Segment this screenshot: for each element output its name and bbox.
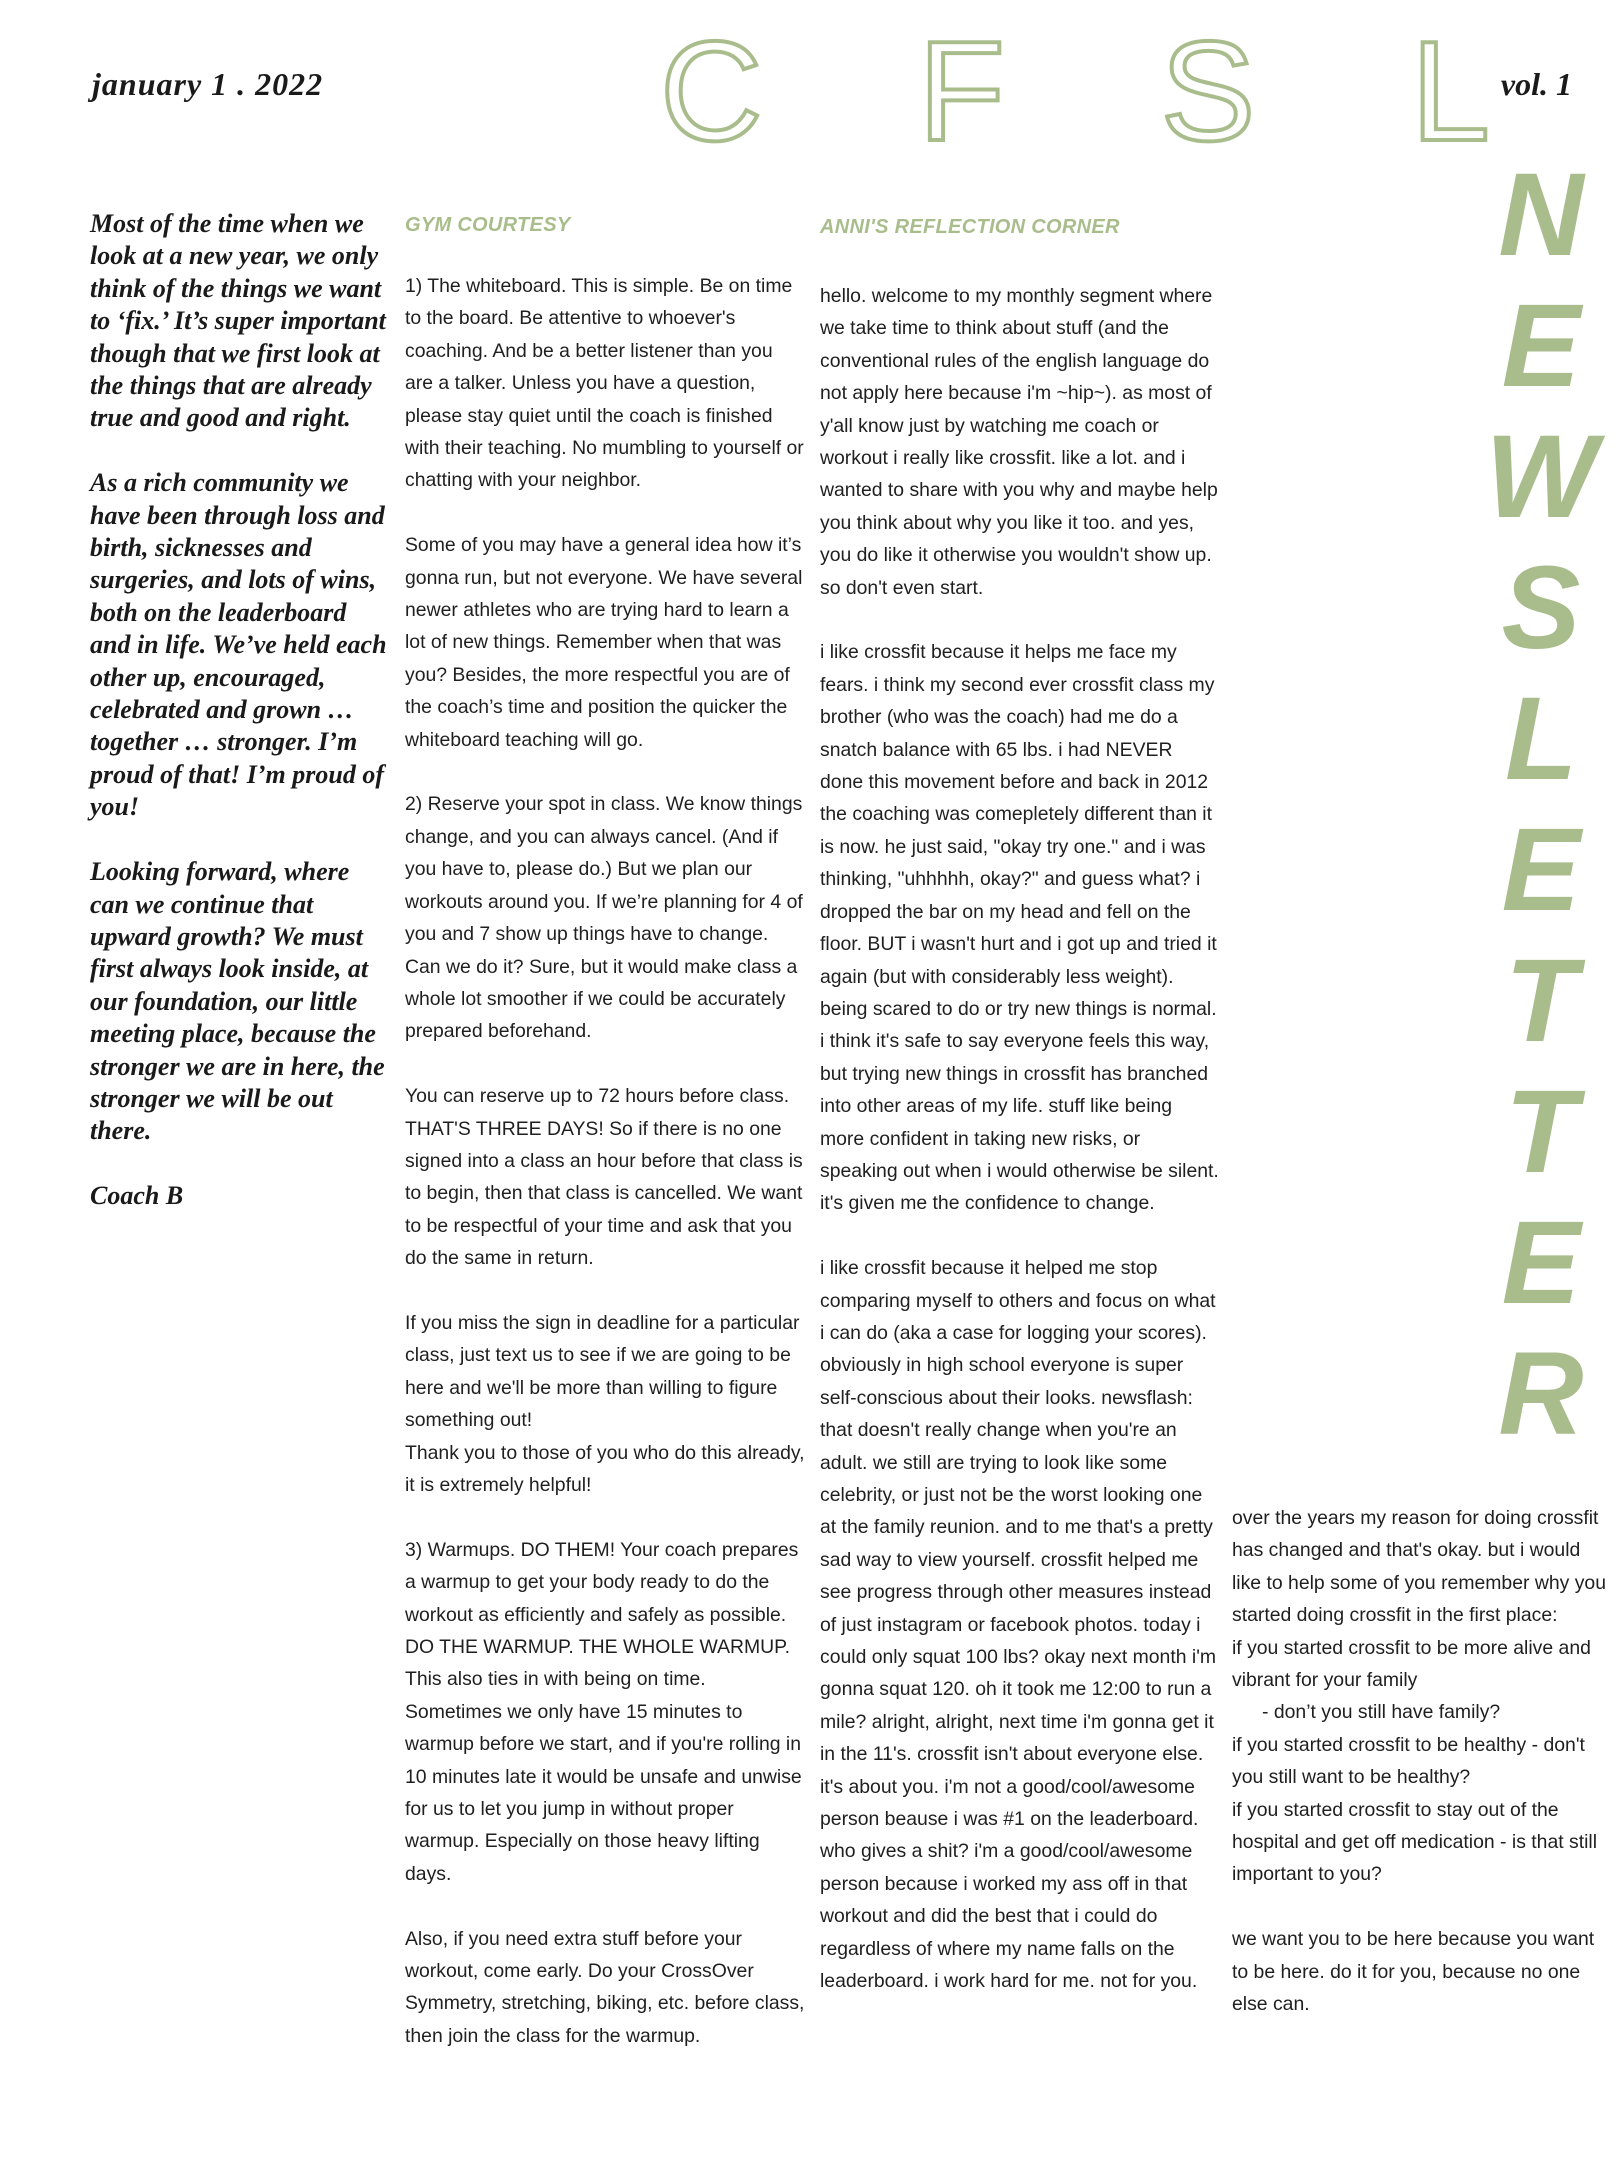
vertical-letter: R	[1498, 1328, 1584, 1460]
courtesy-paragraph: If you miss the sign in deadline for a particular class, just text us to see if we are going to be here and we'll be more than willing to figure something out!	[405, 1311, 800, 1432]
masthead-letter: S	[1160, 12, 1256, 171]
vertical-letter: N	[1498, 149, 1584, 281]
reflection-question-sub: - don’t you still have family?	[1262, 1701, 1501, 1724]
reflection-question: if you started crossfit to stay out of the hospital and get off medication - is that still important to you?	[1232, 1798, 1598, 1886]
masthead-letter: F	[918, 12, 1005, 171]
gym-courtesy-title: GYM COURTESY	[405, 214, 571, 236]
courtesy-paragraph: Thank you to those of you who do this already, it is extremely helpful!	[405, 1441, 805, 1496]
coach-paragraph: Most of the time when we look at a new year, we only think of the things we want to ‘fix.’ It’s super important though that we first look at the things that are already true and good and right.	[90, 209, 386, 433]
vertical-letter: E	[1501, 804, 1581, 936]
courtesy-paragraph: You can reserve up to 72 hours before class. THAT'S THREE DAYS! So if there is no one signed into a class an hour before that class is to begin, then that class is cancelled. We want to be respectful of your time and ask that you do the same in return.	[405, 1085, 803, 1270]
vertical-letter: S	[1501, 542, 1581, 674]
reflection-question: if you started crossfit to be healthy - don't you still want to be healthy?	[1232, 1733, 1585, 1789]
vertical-letter: W	[1485, 411, 1597, 543]
reflection-closing: we want you to be here because you want to be here. do it for you, because no one else can.	[1232, 1928, 1595, 2016]
newsletter-vertical-title	[1476, 150, 1606, 1460]
vertical-letter: T	[1504, 1066, 1578, 1198]
courtesy-paragraph: Some of you may have a general idea how it’s gonna run, but not everyone. We have several newer athletes who are trying hard to learn a lot of new things. Remember when that was you? Besides, the more respectful you are of the coach’s time and position the quicker the whiteboard teaching will go.	[405, 534, 803, 751]
vertical-letter: T	[1504, 935, 1578, 1067]
reflection-column	[820, 280, 1220, 2030]
reflection-continued-column	[1232, 1502, 1612, 2020]
vertical-letter: L	[1504, 673, 1578, 805]
coach-paragraph: Looking forward, where can we continue that upward growth? We must first always look inside, at our foundation, our little meeting place, because the stronger we are in here, the stronger we will be out there.	[90, 857, 385, 1146]
reflection-paragraph: i like crossfit because it helps me face my fears. i think my second ever crossfit class my brother (who was the coach) had me do a snatch balance with 65 lbs. i had NEVER done this movement before and back in 2012 the coaching was comepletely different than it is now. he just said, "okay try one." and i was thinking, "uhhhhh, okay?" and guess what? i dropped the bar on my head and fell on the floor. BUT i wasn't hurt and i got up and tried it again (but with considerably less weight). being scared to do or try new things is normal. i think it's safe to say everyone feels this way, but trying new things in crossfit has branched into other areas of my life. stuff like being more confident in taking new risks, or speaking out when i would otherwise be silent. it's given me the confidence to change.	[820, 641, 1219, 1215]
coach-paragraph: As a rich community we have been through loss and birth, sicknesses and surgeries, and lots of wins, both on the leaderboard and in life. We’ve held each other up, encouraged, celebrated and grown … together … stronger. I’m proud of that! I’m proud of you!	[90, 468, 387, 822]
coach-letter	[90, 208, 390, 1245]
reflection-corner-title: ANNI'S REFLECTION CORNER	[820, 216, 1120, 238]
courtesy-paragraph: 2) Reserve your spot in class. We know things change, and you can always cancel. (And if you have to, please do.) But we plan our workouts around you. If we’re planning for 4 of you and 7 show up things have to change. Can we do it? Sure, but it would make class a whole lot smoother if we could be accurately prepared beforehand.	[405, 793, 803, 1043]
courtesy-paragraph: 1) The whiteboard. This is simple. Be on time to the board. Be attentive to whoever's coaching. And be a better listener than you are a talker. Unless you have a question, please stay quiet until the coach is finished with their teaching. No mumbling to yourself or chatting with your neighbor.	[405, 275, 804, 492]
masthead-letter: L	[1411, 12, 1490, 171]
masthead-logo	[660, 12, 1490, 171]
courtesy-paragraph: 3) Warmups. DO THEM! Your coach prepares a warmup to get your body ready to do the workout as efficiently and safely as possible. DO THE WARMUP. THE WHOLE WARMUP. This also ties in with being on time. Sometimes we only have 15 minutes to warmup before we start, and if you're rolling in 10 minutes late it would be unsafe and unwise for us to let you jump in without proper warmup. Especially on those heavy lifting days.	[405, 1538, 802, 1885]
reflection-paragraph: i like crossfit because it helped me stop comparing myself to others and focus on what i can do (aka a case for logging your scores). obviously in high school everyone is super self-conscious about their looks. newsflash: that doesn't really change when you're an adult. we still are trying to look like some celebrity, or just not be the worst looking one at the family reunion. and to me that's a pretty sad way to view yourself. crossfit helped me see progress through other measures instead of just instagram or facebook photos. today i could only squat 100 lbs? okay next month i'm gonna squat 120. oh it took me 12:00 to run a mile? alright, alright, next time i'm gonna get it in the 11's. crossfit isn't about everyone else. it's about you. i'm not a good/cool/awesome person beause i was #1 on the leaderboard. who gives a shit? i'm a good/cool/awesome person because i worked my ass off in that workout and did the best that i could do regardless of where my name falls on the leaderboard. i work hard for me. not for you.	[820, 1257, 1217, 1993]
vertical-letter: E	[1501, 280, 1581, 412]
volume-number: vol. 1	[1500, 66, 1572, 102]
reflection-question: if you started crossfit to be more alive and vibrant for your family	[1232, 1636, 1591, 1692]
issue-date: january 1 . 2022	[92, 66, 324, 102]
gym-courtesy-column	[405, 270, 805, 2085]
reflection-paragraph: hello. welcome to my monthly segment where we take time to think about stuff (and the conventional rules of the english language do not apply here because i'm ~hip~). as most of y'all know just by watching me coach or workout i really like crossfit. like a lot. and i wanted to share with you why and maybe help you think about why you like it too. and yes, you do like it otherwise you wouldn't show up. so don't even start.	[820, 285, 1218, 599]
coach-signature: Coach B	[90, 1181, 184, 1211]
courtesy-paragraph: Also, if you need extra stuff before your workout, come early. Do your CrossOver Symmetry, stretching, biking, etc. before class, then join the class for the warmup.	[405, 1927, 805, 2047]
vertical-letter: E	[1501, 1197, 1581, 1329]
reflection-intro: over the years my reason for doing crossfit has changed and that's okay. but i would like to help some of you remember why you started doing crossfit in the first place:	[1232, 1507, 1606, 1627]
masthead-letter: C	[660, 12, 763, 171]
